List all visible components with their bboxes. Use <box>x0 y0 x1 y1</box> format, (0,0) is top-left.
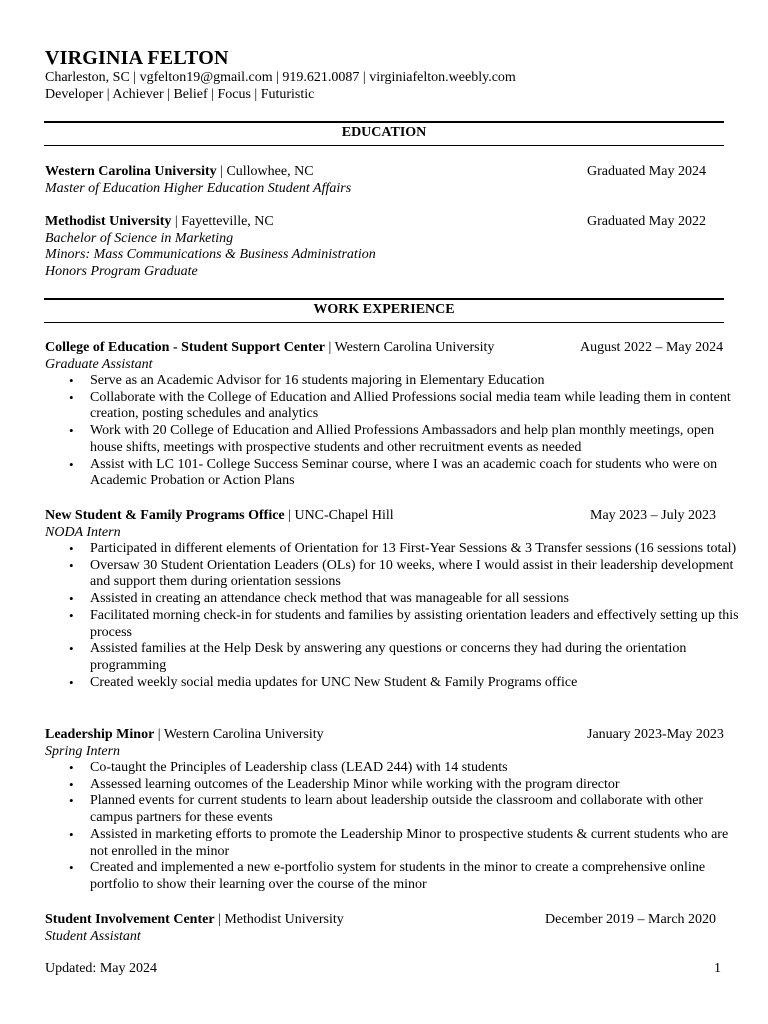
job-dates: December 2019 – March 2020 <box>545 912 717 927</box>
job-title: NODA Intern <box>45 524 121 540</box>
separator: | <box>284 508 295 523</box>
bullet-item: • Oversaw 30 Student Orientation Leaders (OLs) for 10 weeks, where I would assist in their leadership development and support them during orientation sessions <box>45 558 740 591</box>
job-title: Graduate Assistant <box>45 356 153 372</box>
school-location: Fayetteville, NC <box>181 214 274 229</box>
school-location: Cullowhee, NC <box>226 164 314 179</box>
education-entry <box>45 164 725 197</box>
separator: | <box>325 340 335 355</box>
job-place: Western Carolina University <box>163 727 324 742</box>
school-name: Methodist University <box>45 214 172 229</box>
job-bullets <box>45 373 731 490</box>
bullet-item: • Serve as an Academic Advisor for 16 students majoring in Elementary Education <box>45 373 740 390</box>
graduation-date: Graduated May 2022 <box>587 214 706 229</box>
bullet-item: • Co-taught the Principles of Leadership class (LEAD 244) with 14 students <box>45 760 740 777</box>
education-heading-text: EDUCATION <box>341 125 427 140</box>
degree: Bachelor of Science in Marketing <box>45 230 234 246</box>
strengths-line: Developer | Achiever | Belief | Focus | Futuristic <box>45 87 315 102</box>
job-entry <box>45 912 725 945</box>
honors: Honors Program Graduate <box>45 263 198 279</box>
bullet-item: • Assist with LC 101- College Success Seminar course, where I was an academic coach for students who were on Academic Probation or Action Plans <box>45 457 740 490</box>
updated-date: Updated: May 2024 <box>45 961 157 976</box>
separator: | <box>214 912 225 927</box>
bullet-item: • Assisted in creating an attendance check method that was manageable for all sessions <box>45 591 740 608</box>
bullet-item: • Assisted in marketing efforts to promote the Leadership Minor to prospective students & current students who are not enrolled in the minor <box>45 827 740 860</box>
bullet-item: • Participated in different elements of Orientation for 13 First-Year Sessions & 3 Transfer sessions (16 sessions total) <box>45 541 740 558</box>
job-entry <box>45 508 739 691</box>
work-experience-heading-text: WORK EXPERIENCE <box>313 302 455 317</box>
job-place: UNC-Chapel Hill <box>294 508 394 523</box>
school-name: Western Carolina University <box>45 164 217 179</box>
job-entry <box>45 727 729 894</box>
bullet-item: • Assessed learning outcomes of the Leadership Minor while working with the program director <box>45 777 740 794</box>
bullet-item: • Planned events for current students to learn about leadership outside the classroom and collaborate with other campus partners for these events <box>45 793 740 826</box>
job-organization: New Student & Family Programs Office <box>45 508 285 523</box>
job-organization: College of Education - Student Support Center <box>45 340 326 355</box>
job-dates: August 2022 – May 2024 <box>580 340 724 355</box>
job-entry <box>45 340 731 490</box>
separator: | <box>171 214 182 229</box>
bullet-item: • Facilitated morning check-in for students and families by assisting orientation leaders and effectively setting up this process <box>45 608 740 641</box>
education-entry <box>45 214 725 280</box>
contact-line: Charleston, SC | vgfelton19@gmail.com | 919.621.0087 | virginiafelton.weebly.com <box>45 70 516 85</box>
graduation-date: Graduated May 2024 <box>587 164 706 179</box>
bullet-item: • Created and implemented a new e-portfolio system for students in the minor to create a comprehensive online portfolio to show their learning over the course of the minor <box>45 860 740 893</box>
bullet-item: • Created weekly social media updates for UNC New Student & Family Programs office <box>45 675 740 692</box>
job-dates: January 2023-May 2023 <box>587 727 724 742</box>
job-place: Methodist University <box>224 912 344 927</box>
job-dates: May 2023 – July 2023 <box>590 508 716 523</box>
minors: Minors: Mass Communications & Business Administration <box>45 247 376 262</box>
page-number: 1 <box>714 961 721 976</box>
separator: | <box>216 164 227 179</box>
work-experience-heading <box>44 298 724 323</box>
bullet-item: • Assisted families at the Help Desk by answering any questions or concerns they had during the orientation programming <box>45 641 740 674</box>
degree: Master of Education Higher Education Student Affairs <box>45 180 352 196</box>
job-bullets <box>45 541 739 691</box>
education-heading <box>44 121 724 146</box>
separator: | <box>154 727 164 742</box>
job-title: Spring Intern <box>45 743 121 759</box>
job-organization: Leadership Minor <box>45 727 155 742</box>
job-title: Student Assistant <box>45 928 141 944</box>
bullet-item: • Work with 20 College of Education and Allied Professions Ambassadors and help plan monthly meetings, open house shifts, meetings with prospective students and other recruitment events as needed <box>45 423 740 456</box>
job-place: Western Carolina University <box>334 340 495 355</box>
resume-name: VIRGINIA FELTON <box>45 47 229 69</box>
bullet-item: • Collaborate with the College of Education and Allied Professions social media team while leading them in content creation, posting schedules and analytics <box>45 390 740 423</box>
job-organization: Student Involvement Center <box>45 912 215 927</box>
job-bullets <box>45 760 729 894</box>
